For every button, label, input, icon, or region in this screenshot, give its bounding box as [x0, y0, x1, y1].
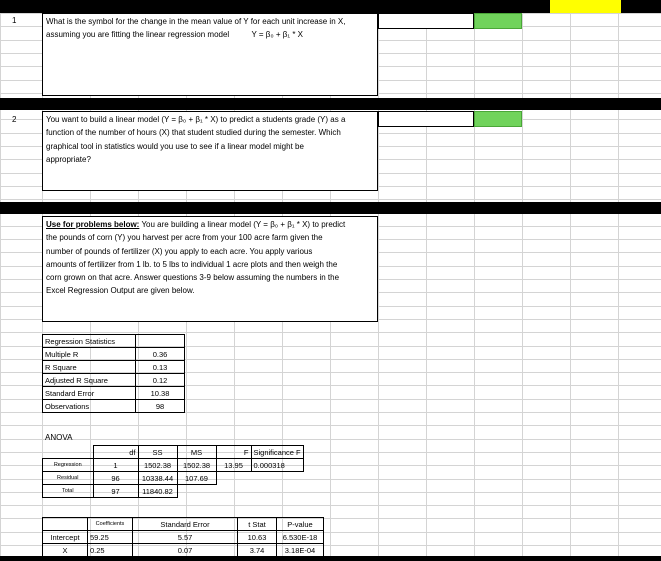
coef-row-label: X — [43, 544, 88, 557]
question-1-cell[interactable] — [42, 13, 378, 96]
regstats-label: Multiple R — [43, 348, 136, 361]
coef-header-blank — [43, 518, 88, 531]
coef-p-value: 3.18E-04 — [277, 544, 324, 557]
regstats-value: 0.12 — [136, 374, 185, 387]
intro-line-1 — [46, 218, 377, 231]
regstats-label: R Square — [43, 361, 136, 374]
anova-table — [42, 445, 304, 498]
coef-value: 0.25 — [88, 544, 133, 557]
anova-ss: 11840.82 — [138, 485, 177, 498]
anova-header-significance: Significance F — [251, 446, 303, 459]
anova-ms: 107.69 — [177, 472, 216, 485]
row-number-2: 2 — [12, 115, 17, 124]
coef-header-t-stat: t Stat — [238, 518, 277, 531]
answer-status-green-2 — [474, 111, 522, 127]
anova-f: 13.95 — [216, 459, 251, 472]
question-2-line-4: appropriate? — [46, 154, 91, 164]
intro-line-3: number of pounds of fertilizer (X) you apply to each acre. You apply various — [46, 246, 313, 256]
anova-ss: 10338.44 — [138, 472, 177, 485]
question-1-line-1: What is the symbol for the change in the mean value of Y for each unit increase in X, — [46, 17, 346, 26]
question-2-line-1: You want to build a linear model (Y = β₀ + β₁ * X) to predict a students grade (Y) as a — [46, 115, 346, 124]
coef-value: 59.25 — [88, 531, 133, 544]
coef-standard-error: 0.07 — [133, 544, 238, 557]
anova-row-label: Residual — [43, 472, 94, 485]
question-2-line-3: graphical tool in statistics would you use to see if a linear model might be — [46, 141, 304, 151]
coefficients-table — [42, 517, 324, 557]
separator-bar-3 — [0, 202, 661, 214]
question-1-model: Y = β₀ + β₁ * X — [251, 30, 303, 40]
anova-sig: 0.000318 — [251, 459, 303, 472]
intro-line-1-text: You are building a linear model (Y = β₀ + β₁ * X) to predict — [141, 220, 346, 229]
anova-header-blank — [43, 446, 94, 459]
anova-df: 1 — [93, 459, 138, 472]
regstats-label: Observations — [43, 400, 136, 413]
coef-row-label: Intercept — [43, 531, 88, 544]
intro-line-5: corn grown on that acre. Answer questions 3-9 below assuming the numbers in the — [46, 273, 340, 283]
anova-header-ss: SS — [138, 446, 177, 459]
regstats-title: Regression Statistics — [43, 335, 136, 348]
intro-heading: Use for problems below: — [46, 220, 140, 229]
anova-ss: 1502.38 — [138, 459, 177, 472]
question-2-line-2: function of the number of hours (X) that student studied during the semester. Which — [46, 128, 341, 138]
question-2-cell[interactable] — [42, 111, 378, 191]
coef-header-p-value: P-value — [277, 518, 324, 531]
intro-problem-cell[interactable] — [42, 216, 378, 322]
separator-bar-2 — [0, 98, 661, 110]
anova-header-df: df — [93, 446, 138, 459]
question-1-line-2-text: assuming you are fitting the linear regression model — [46, 30, 230, 40]
anova-ms: 1502.38 — [177, 459, 216, 472]
anova-title: ANOVA — [45, 433, 73, 442]
anova-row-label: Total — [43, 485, 94, 498]
anova-row-label: Regression — [43, 459, 94, 472]
answer-cell-2[interactable] — [378, 111, 474, 127]
regstats-label: Adjusted R Square — [43, 374, 136, 387]
intro-line-4: amounts of fertilizer from 1 lb. to 5 lbs to individual 1 acre plots and then weigh the — [46, 259, 338, 269]
coef-header-standard-error: Standard Error — [133, 518, 238, 531]
anova-df: 97 — [93, 485, 138, 498]
anova-ms-blank — [177, 485, 216, 498]
regstats-value: 0.36 — [136, 348, 185, 361]
regstats-value: 0.13 — [136, 361, 185, 374]
regression-statistics-table — [42, 334, 185, 413]
anova-header-ms: MS — [177, 446, 216, 459]
anova-f-blank — [216, 485, 251, 498]
anova-sig-blank — [251, 485, 303, 498]
regstats-title-blank — [136, 335, 185, 348]
highlight-cell-yellow[interactable] — [550, 0, 621, 13]
anova-sig-blank — [251, 472, 303, 485]
question-1-line-2 — [46, 28, 377, 41]
regstats-value: 98 — [136, 400, 185, 413]
regstats-value: 10.38 — [136, 387, 185, 400]
intro-line-6: Excel Regression Output are given below. — [46, 286, 195, 296]
coef-t-stat: 3.74 — [238, 544, 277, 557]
coef-header-coefficients: Coefficients — [88, 518, 133, 531]
row-number-1: 1 — [12, 16, 17, 25]
intro-line-2: the pounds of corn (Y) you harvest per acre from your 100 acre farm given the — [46, 233, 323, 243]
anova-f-blank — [216, 472, 251, 485]
answer-cell-1[interactable] — [378, 13, 474, 29]
anova-df: 96 — [93, 472, 138, 485]
regstats-label: Standard Error — [43, 387, 136, 400]
answer-status-green-1 — [474, 13, 522, 29]
anova-header-f: F — [216, 446, 251, 459]
coef-standard-error: 5.57 — [133, 531, 238, 544]
coef-p-value: 6.530E-18 — [277, 531, 324, 544]
coef-t-stat: 10.63 — [238, 531, 277, 544]
